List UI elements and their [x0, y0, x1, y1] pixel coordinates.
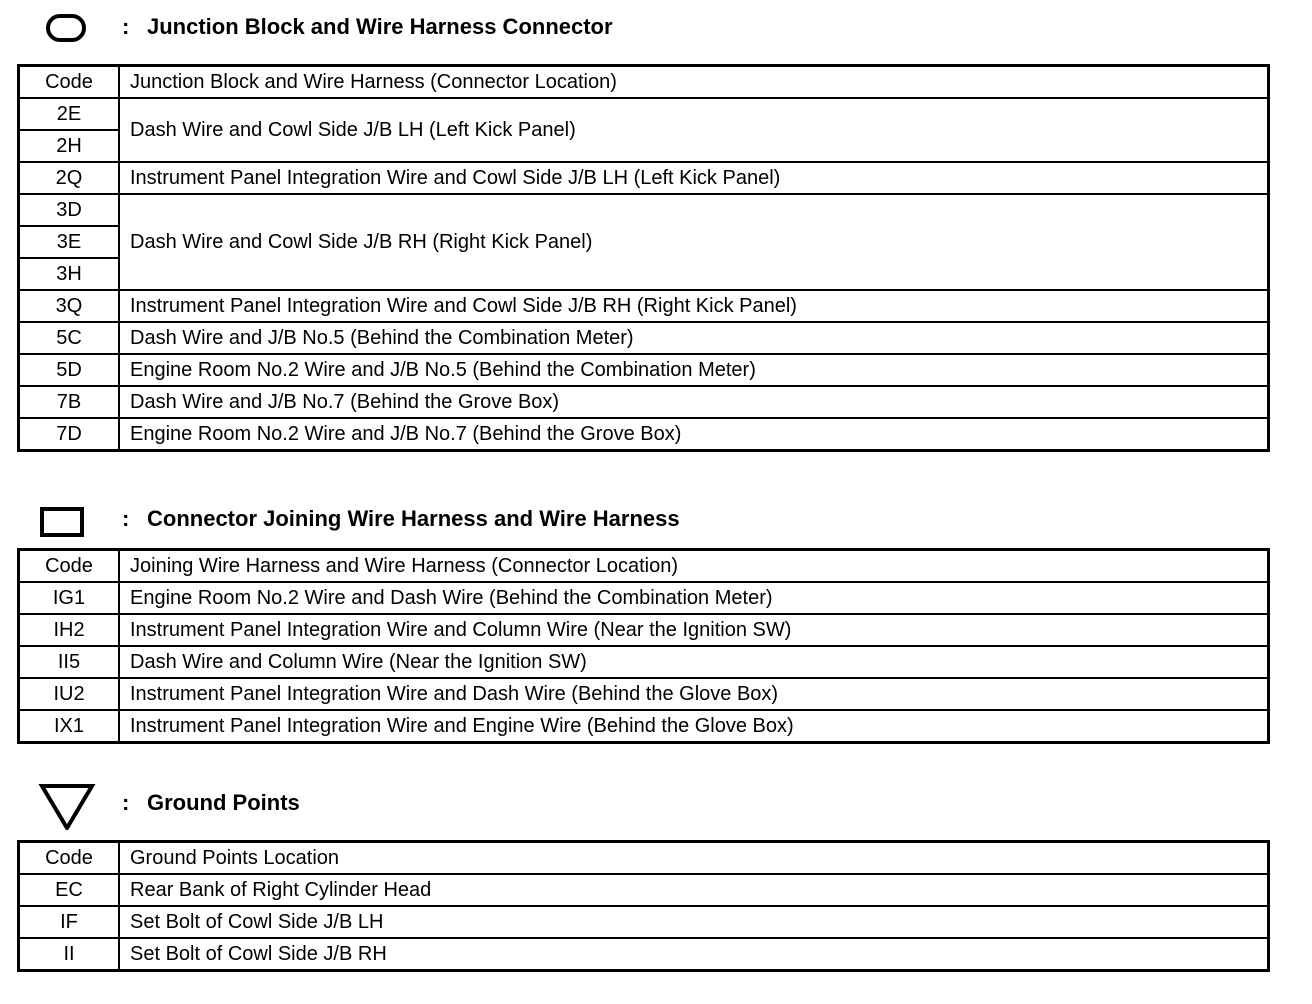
description-header: Joining Wire Harness and Wire Harness (Connector Location) — [119, 550, 1269, 583]
table-header-row — [19, 842, 1269, 875]
junction-block-table — [17, 64, 1270, 452]
connector-joining-table — [17, 548, 1270, 744]
description-cell: Instrument Panel Integration Wire and Engine Wire (Behind the Glove Box) — [119, 710, 1269, 743]
code-header: Code — [19, 66, 120, 99]
code-cell: 3D — [19, 194, 120, 226]
code-cell: IF — [19, 906, 120, 938]
table-row — [19, 322, 1269, 354]
description-cell: Set Bolt of Cowl Side J/B RH — [119, 938, 1269, 971]
section-header-connector-joining — [0, 496, 1312, 546]
description-cell: Engine Room No.2 Wire and J/B No.5 (Behind the Combination Meter) — [119, 354, 1269, 386]
code-cell: 3E — [19, 226, 120, 258]
code-cell: 5D — [19, 354, 120, 386]
section-header-junction-block — [0, 2, 1312, 52]
description-cell: Set Bolt of Cowl Side J/B LH — [119, 906, 1269, 938]
code-header: Code — [19, 550, 120, 583]
table-header-row — [19, 550, 1269, 583]
section-colon: : — [122, 14, 130, 39]
code-cell: 3H — [19, 258, 120, 290]
table-row — [19, 354, 1269, 386]
section-colon: : — [122, 790, 130, 815]
description-cell: Instrument Panel Integration Wire and Cowl Side J/B LH (Left Kick Panel) — [119, 162, 1269, 194]
rounded-rect-icon — [46, 14, 86, 42]
table-row — [19, 938, 1269, 971]
code-cell: IX1 — [19, 710, 120, 743]
section-header-ground-points — [0, 780, 1312, 830]
code-header: Code — [19, 842, 120, 875]
code-cell: 2E — [19, 98, 120, 130]
rectangle-icon — [40, 507, 84, 537]
table-row — [19, 194, 1269, 226]
code-cell: 7D — [19, 418, 120, 451]
description-cell: Dash Wire and Column Wire (Near the Ignition SW) — [119, 646, 1269, 678]
table-row — [19, 710, 1269, 743]
table-row — [19, 290, 1269, 322]
ground-points-table — [17, 840, 1270, 972]
table-row — [19, 418, 1269, 451]
table-row — [19, 678, 1269, 710]
code-cell: 3Q — [19, 290, 120, 322]
table-header-row — [19, 66, 1269, 99]
table-row — [19, 582, 1269, 614]
description-header: Junction Block and Wire Harness (Connector Location) — [119, 66, 1269, 99]
description-cell: Rear Bank of Right Cylinder Head — [119, 874, 1269, 906]
code-cell: 7B — [19, 386, 120, 418]
description-cell: Engine Room No.2 Wire and J/B No.7 (Behind the Grove Box) — [119, 418, 1269, 451]
table-row — [19, 646, 1269, 678]
description-cell: Dash Wire and J/B No.5 (Behind the Combination Meter) — [119, 322, 1269, 354]
table-row — [19, 98, 1269, 130]
description-cell: Dash Wire and J/B No.7 (Behind the Grove Box) — [119, 386, 1269, 418]
description-cell: Engine Room No.2 Wire and Dash Wire (Behind the Combination Meter) — [119, 582, 1269, 614]
table-row — [19, 906, 1269, 938]
section-title: Connector Joining Wire Harness and Wire Harness — [147, 506, 680, 531]
code-cell: II — [19, 938, 120, 971]
code-cell: II5 — [19, 646, 120, 678]
table-row — [19, 614, 1269, 646]
table-row — [19, 874, 1269, 906]
description-cell: Dash Wire and Cowl Side J/B RH (Right Kick Panel) — [119, 194, 1269, 290]
section-title: Ground Points — [147, 790, 300, 815]
description-cell: Instrument Panel Integration Wire and Column Wire (Near the Ignition SW) — [119, 614, 1269, 646]
section-colon: : — [122, 506, 130, 531]
code-cell: 2H — [19, 130, 120, 162]
code-cell: 5C — [19, 322, 120, 354]
code-cell: IU2 — [19, 678, 120, 710]
code-cell: IG1 — [19, 582, 120, 614]
code-cell: IH2 — [19, 614, 120, 646]
description-cell: Instrument Panel Integration Wire and Cowl Side J/B RH (Right Kick Panel) — [119, 290, 1269, 322]
description-cell: Dash Wire and Cowl Side J/B LH (Left Kick Panel) — [119, 98, 1269, 162]
section-title: Junction Block and Wire Harness Connector — [147, 14, 613, 39]
description-header: Ground Points Location — [119, 842, 1269, 875]
code-cell: EC — [19, 874, 120, 906]
triangle-down-icon — [38, 782, 96, 830]
table-row — [19, 162, 1269, 194]
table-row — [19, 386, 1269, 418]
description-cell: Instrument Panel Integration Wire and Dash Wire (Behind the Glove Box) — [119, 678, 1269, 710]
code-cell: 2Q — [19, 162, 120, 194]
